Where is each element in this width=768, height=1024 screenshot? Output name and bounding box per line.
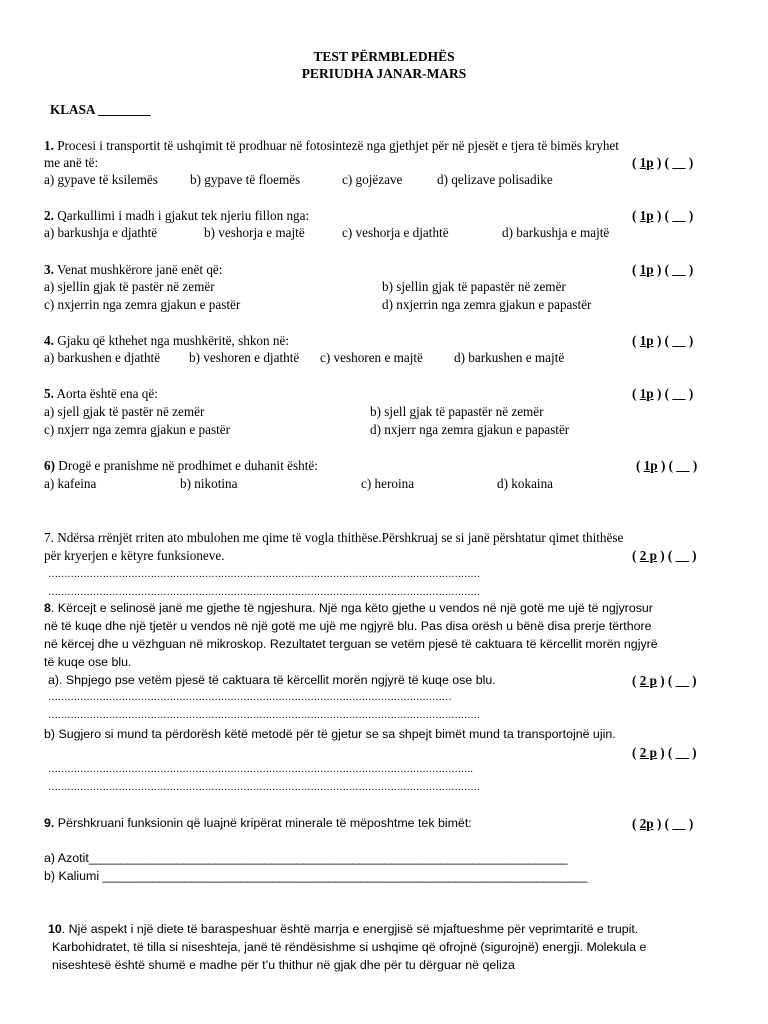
option-c: c) gojëzave	[342, 172, 403, 187]
question-number: 8	[44, 601, 51, 615]
answer-line[interactable]: ____________________________________________________________________________	[88, 851, 567, 865]
azotit-answer-row[interactable]	[44, 852, 567, 864]
kaliumi-answer-row[interactable]	[44, 870, 587, 882]
option-a: a) sjellin gjak të pastër në zemër	[44, 279, 215, 294]
option-a: a) barkushen e djathtë	[44, 350, 161, 365]
option-d: d) barkushja e majtë	[502, 225, 610, 240]
question-text: . Një aspekt i një diete të baraspeshuar është marrja e energjisë së mjaftueshme për veprimtaritë e trupit.	[61, 922, 639, 936]
option-d: d) kokaina	[497, 476, 554, 491]
question-9	[44, 817, 472, 829]
question-text: Gjaku që kthehet nga mushkëritë, shkon në:	[53, 333, 290, 348]
option-b: b) gypave të floemës	[190, 172, 301, 187]
option-b: b) nikotina	[180, 476, 238, 491]
question-6	[44, 459, 318, 472]
answer-label: a) Azotit	[44, 851, 89, 865]
answer-dotted-line[interactable]: …………………………………………………………………………………………………………………….	[48, 764, 473, 775]
question-text: Drogë e pranishme në prodhimet e duhanit është:	[55, 458, 318, 473]
question-number: 2.	[44, 208, 54, 223]
question-8a: a). Shpjego pse vetëm pjesë të caktuara të kërcellit morën ngjyrë të kuqe ose blu.	[48, 673, 496, 687]
points-box: ( 2 p ) ( __ )	[632, 673, 697, 688]
answer-dotted-line[interactable]: ………………………………………………………………………………………………………………………	[48, 569, 481, 580]
option-b: b) sjell gjak të papastër në zemër	[370, 404, 544, 419]
option-b: b) veshorja e majtë	[204, 225, 305, 240]
answer-dotted-line[interactable]: ………………………………………………………………………………………………………………	[48, 692, 452, 703]
question-number: 9.	[44, 816, 55, 830]
answer-dotted-line[interactable]: ………………………………………………………………………………………………………………………	[48, 782, 481, 793]
question-text: Aorta është ena që:	[53, 386, 158, 401]
points-box: ( 1p ) ( __ )	[632, 386, 694, 401]
question-8-line4: të kuqe ose blu.	[44, 655, 132, 669]
klasa-label: KLASA	[50, 102, 95, 117]
question-10	[48, 923, 638, 935]
question-text: Përshkruani funksionin që luajnë kripërat minerale të mëposhtme tek bimët:	[54, 816, 472, 830]
option-d: d) qelizave polisadike	[437, 172, 553, 187]
klasa-field	[50, 103, 151, 116]
question-3	[44, 263, 222, 276]
option-d: d) barkushen e majtë	[454, 350, 565, 365]
question-text: . Ndërsa rrënjët rriten ato mbulohen me qime të vogla thithëse.Përshkruaj se si janë përshtatur qimet thithëse	[50, 530, 624, 545]
question-4	[44, 334, 289, 347]
points-box: ( 1p ) ( __ )	[632, 262, 694, 277]
question-text: Procesi i transportit të ushqimit të prodhuar në fotosintezë nga gjethjet për në pjesët e tjera të bimës kryhet	[53, 138, 619, 153]
option-a: a) barkushja e djathtë	[44, 225, 158, 240]
klasa-blank: ________	[98, 102, 151, 117]
option-a: a) gypave të ksilemës	[44, 172, 158, 187]
question-10-line3: niseshtesë është shumë e madhe për t’u thithur në gjak dhe për tu dërguar në qeliza	[52, 958, 515, 972]
option-c: c) veshoren e majtë	[320, 350, 423, 365]
option-a: a) kafeina	[44, 476, 97, 491]
question-5	[44, 387, 158, 400]
option-c: c) heroina	[361, 476, 415, 491]
question-text: . Kërcejt e selinosë janë me gjethe të ngjeshura. Një nga këto gjethe u vendos në një gotë me ujë të ngjyrosur	[50, 601, 653, 615]
page-title: TEST PËRMBLEDHËS	[313, 49, 455, 64]
option-c: c) nxjerr nga zemra gjakun e pastër	[44, 422, 230, 437]
answer-line[interactable]: _____________________________________________________________________________	[102, 869, 587, 883]
option-d: d) nxjerr nga zemra gjakun e papastër	[370, 422, 570, 437]
question-1-line2: me anë të:	[44, 155, 99, 170]
question-number: 6)	[44, 458, 55, 473]
option-a: a) sjell gjak të pastër në zemër	[44, 404, 205, 419]
question-text: Qarkullimi i madh i gjakut tek njeriu fillon nga:	[53, 208, 310, 223]
option-c: c) nxjerrin nga zemra gjakun e pastër	[44, 297, 241, 312]
points-box: ( 2 p ) ( __ )	[632, 745, 697, 760]
points-box: ( 2 p ) ( __ )	[632, 548, 697, 563]
question-8-line3: në kërcej dhe u vëzhguan në mikroskop. Rezultatet terguan se vetëm pjesë të caktuara të kërcellit morën ngjyrë	[44, 637, 658, 651]
option-b: b) veshoren e djathtë	[189, 350, 300, 365]
answer-dotted-line[interactable]: ………………………………………………………………………………………………………………………	[48, 710, 481, 721]
answer-dotted-line[interactable]: ………………………………………………………………………………………………………………………	[48, 587, 481, 598]
question-2	[44, 209, 309, 222]
option-c: c) veshorja e djathtë	[342, 225, 449, 240]
points-box: ( 1p ) ( __ )	[636, 458, 698, 473]
question-number: 4.	[44, 333, 54, 348]
question-10-line2: Karbohidratet, të tilla si niseshteja, janë të rëndësishme si ushqime që ofrojnë (sigurojnë) energji. Molekula e	[52, 940, 647, 954]
question-7-line2: për kryerjen e këtyre funksioneve.	[44, 548, 225, 563]
option-d: d) nxjerrin nga zemra gjakun e papastër	[382, 297, 592, 312]
points-box: ( 1p ) ( __ )	[632, 333, 694, 348]
points-box: ( 1p ) ( __ )	[632, 155, 694, 170]
question-text: Venat mushkërore janë enët që:	[53, 262, 223, 277]
question-number: 3.	[44, 262, 54, 277]
question-number: 1.	[44, 138, 54, 153]
question-8-line2: në të kuqe dhe një tjetër u vendos në një gotë me ujë me ngjyrë blu. Pas disa orësh u bënë disa prerje tërthore	[44, 619, 652, 633]
points-box: ( 1p ) ( __ )	[632, 208, 694, 223]
page-subtitle: PERIUDHA JANAR-MARS	[301, 66, 467, 81]
question-number: 5.	[44, 386, 54, 401]
question-1	[44, 139, 619, 152]
question-8b: b) Sugjero si mund ta përdorësh këtë metodë për të gjetur se sa shpejt bimët mund ta transportojnë ujin.	[44, 727, 616, 741]
question-7	[44, 531, 623, 544]
answer-label: b) Kaliumi	[44, 869, 103, 883]
points-box: ( 2p ) ( __ )	[632, 816, 694, 831]
question-8	[44, 602, 653, 614]
question-number: 10	[48, 922, 62, 936]
option-b: b) sjellin gjak të papastër në zemër	[382, 279, 566, 294]
question-number: 7	[44, 530, 51, 545]
